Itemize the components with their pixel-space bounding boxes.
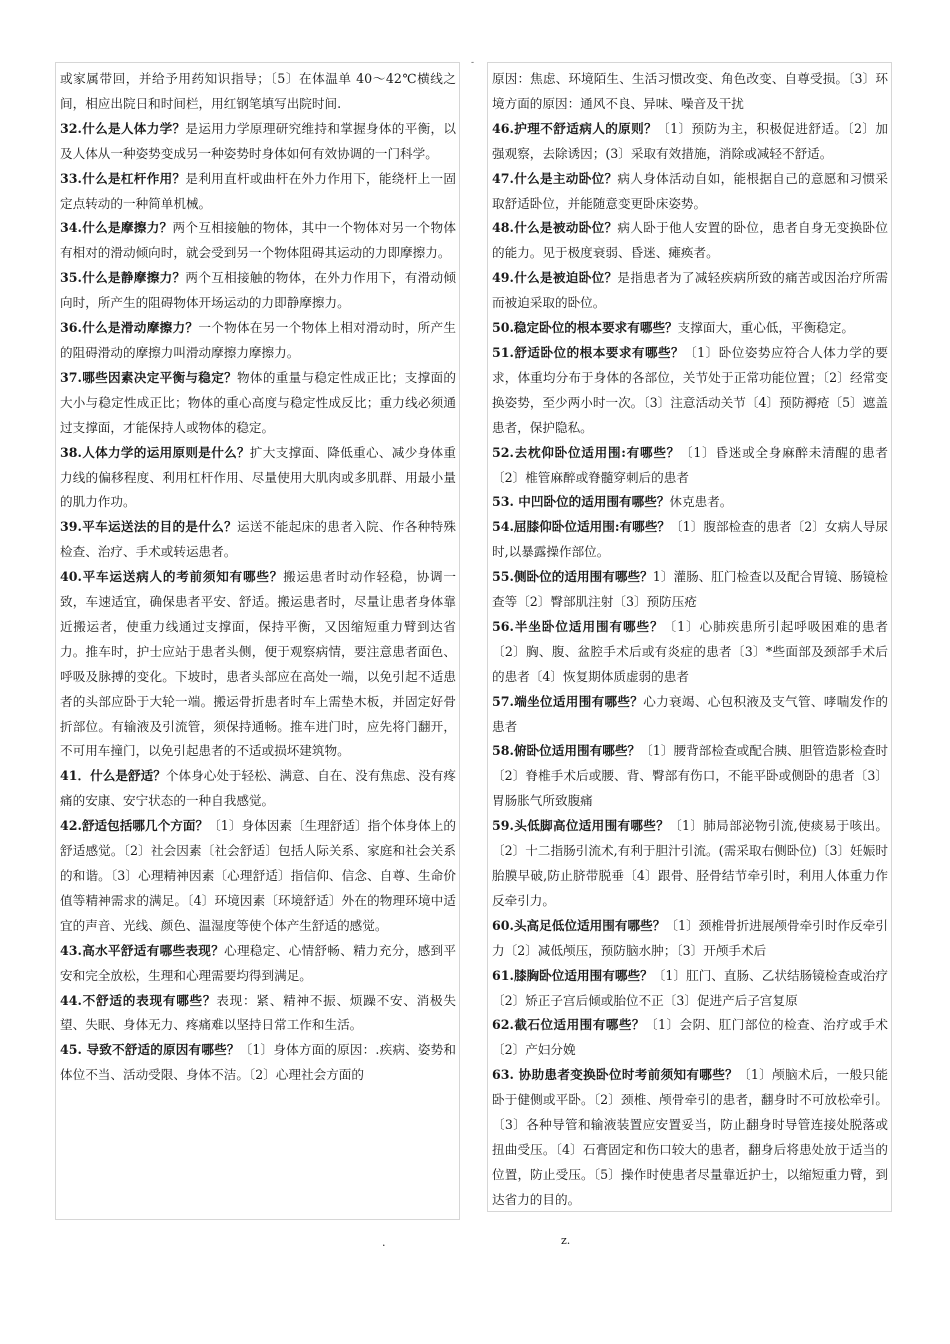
qa-entry bbox=[492, 515, 888, 565]
answer-text: 物体的重量与稳定性成正比；支撑面的大小与稳定性成正比；物体的重心高度与稳定性成反比；重力线必须通过支撑面，才能保持人或物体的稳定。 bbox=[60, 369, 456, 435]
answer-text: 〔1〕预防为主，积极促进舒适。〔2〕加强观察，去除诱因；(3〕采取有效措施，消除或减轻不舒适。 bbox=[492, 120, 888, 161]
question-text: 45. 导致不舒适的原因有哪些？ bbox=[60, 1042, 240, 1058]
qa-entry bbox=[492, 316, 888, 341]
answer-text: 是运用力学原理研究维持和掌握身体的平衡，以及人体从一种姿势变成另一种姿势时身体如何有效协调的一门科学。 bbox=[60, 120, 457, 161]
question-text: 33.什么是杠杆作用？ bbox=[60, 170, 186, 186]
answer-text: 个体身心处于轻松、满意、自在、没有焦虑、没有疼痛的安康、安宁状态的一种自我感觉。 bbox=[60, 768, 456, 809]
left-text-column bbox=[55, 62, 460, 1220]
answer-text: 1〕灌肠、肛门检查以及配合胃镜、肠镜检查等〔2〕臀部肌注射〔3〕预防压疮 bbox=[492, 569, 888, 610]
question-text: 35.什么是静摩擦力？ bbox=[60, 270, 186, 286]
answer-text: 两个互相接触的物体，其中一个物体对另一个物体有相对的滑动倾向时，就会受到另一个物体阻碍其运动的力即摩擦力。 bbox=[60, 220, 456, 261]
qa-entry bbox=[492, 67, 888, 117]
question-text: 34.什么是摩擦力？ bbox=[60, 220, 173, 236]
answer-text: 〔1〕腹部检查的患者〔2〕女病人导尿时,以暴露操作部位。 bbox=[492, 519, 889, 560]
right-text-column bbox=[487, 62, 892, 1212]
qa-entry bbox=[492, 914, 888, 964]
question-text: 53. 中凹卧位的适用围有哪些？ bbox=[492, 494, 670, 510]
question-text: 51.舒适卧位的根本要求有哪些？ bbox=[492, 344, 685, 360]
qa-entry bbox=[492, 441, 888, 491]
answer-text: 〔1〕卧位姿势应符合人体力学的要求，体重均分布于身体的各部位，关节处于正常功能位置；〔2〕经常变换姿势，至少两小时一次。〔3〕注意活动关节〔4〕预防褥疮〔5〕遮盖患者，保护隐私。 bbox=[492, 344, 888, 435]
qa-entry bbox=[492, 1013, 888, 1063]
question-text: 41．什么是舒适？ bbox=[60, 768, 166, 784]
qa-entry bbox=[60, 216, 456, 266]
answer-text: 搬运患者时动作轻稳，协调一致，车速适宜，确保患者平安、舒适。搬运患者时，尽量让患者身体靠近搬运者，使重力线通过支撑面，保持平衡，又因缩短重力臂到达省力。推车时，护士应站于患者头侧，便于观察病情，要注意患者面色、呼吸及脉搏的变化。下坡时，患者头部应在高处一端，以免引起不适患者的头部应卧于大轮一端。搬运骨折患者时车上需垫木板，并固定好骨折部位。有输液及引流管，须保持通畅。推车进门时，应先将门翻开，不可用车撞门，以免引起患者的不适或损坏建筑物。 bbox=[60, 569, 456, 759]
question-text: 62.截石位适用围有哪些？ bbox=[492, 1017, 645, 1033]
question-text: 44.不舒适的表现有哪些？ bbox=[60, 992, 217, 1008]
qa-entry bbox=[492, 216, 888, 266]
answer-text: 运送不能起床的患者入院、作各种特殊检查、治疗、手术或转运患者。 bbox=[60, 519, 456, 560]
answer-text: 〔1〕肛门、直肠、乙状结肠镜检查或治疗〔2〕矫正子宫后倾或胎位不正〔3〕促进产后子宫复原 bbox=[492, 967, 888, 1008]
qa-entry bbox=[492, 615, 888, 690]
question-text: 59.头低脚高位适用围有哪些？ bbox=[492, 818, 670, 834]
answer-text: 〔1〕肺局部泌物引流,使痰易于咳出。〔2〕十二指肠引流术,有利于胆汁引流。(需采取右侧卧位)〔3〕妊娠时胎膜早破,防止脐带脱垂〔4〕跟骨、胫骨结节牵引时，利用人体重力作反牵引力。 bbox=[492, 818, 888, 908]
qa-entry bbox=[492, 565, 888, 615]
question-text: 48.什么是被动卧位？ bbox=[492, 220, 618, 236]
top-marker: - bbox=[471, 58, 475, 68]
qa-entry bbox=[492, 117, 888, 167]
qa-entry bbox=[60, 939, 456, 989]
footer-left-mark: . bbox=[382, 1236, 386, 1249]
answer-text: 〔1〕颅脑术后，一般只能卧于健侧或平卧。〔2〕颈椎、颅骨牵引的患者，翻身时不可放松牵引。〔3〕各种导管和输液装置应安置妥当，防止翻身时导管连接处脱落或扭曲受压。〔4〕石膏固定和伤口较大的患者，翻身后将患处放于适当的位置，防止受压。〔5〕操作时使患者尽量靠近护士，以缩短重力臂，到达省力的目的。 bbox=[492, 1067, 888, 1207]
question-text: 40.平车运送病人的考前须知有哪些？ bbox=[60, 569, 284, 585]
question-text: 55.侧卧位的适用围有哪些？ bbox=[492, 569, 653, 585]
question-text: 46.护理不舒适病人的原则？ bbox=[492, 120, 658, 136]
answer-text: 原因：焦虑、环境陌生、生活习惯改变、角色改变、自尊受损。〔3〕环境方面的原因：通风不良、异味、噪音及干扰 bbox=[492, 71, 888, 111]
question-text: 60.头高足低位适用围有哪些？ bbox=[492, 917, 666, 933]
answer-text: 两个互相接触的物体，在外力作用下，有滑动倾向时，所产生的阻碍物体开场运动的力即静摩擦力。 bbox=[60, 270, 457, 311]
qa-entry bbox=[60, 764, 456, 814]
question-text: 61.膝胸卧位适用围有哪些？ bbox=[492, 967, 653, 983]
answer-text: 一个物体在另一个物体上相对滑动时，所产生的阻碍滑动的摩擦力叫滑动摩擦力摩擦力。 bbox=[60, 320, 456, 360]
answer-text: 表现：紧、精神不振、烦躁不安、消极失望、失眠、身体无力、疼痛难以坚持日常工作和生活。 bbox=[60, 992, 456, 1033]
qa-entry bbox=[60, 117, 456, 167]
qa-entry bbox=[492, 167, 888, 217]
answer-text: 支撑面大，重心低，平衡稳定。 bbox=[677, 320, 854, 336]
qa-entry bbox=[492, 1063, 888, 1212]
qa-entry bbox=[60, 316, 456, 366]
answer-text: 病人身体活动自如，能根据自己的意愿和习惯采取舒适卧位，并能随意变更卧床姿势。 bbox=[492, 170, 889, 211]
qa-entry bbox=[60, 565, 456, 764]
answer-text: 扩大支撑面、降低重心、减少身体重力线的偏移程度、利用杠杆作用、尽量使用大肌肉或多肌群、用最小量的肌力作功。 bbox=[60, 444, 456, 510]
question-text: 36.什么是滑动摩擦力？ bbox=[60, 320, 199, 336]
question-text: 58.俯卧位适用围有哪些？ bbox=[492, 743, 641, 759]
qa-entry bbox=[492, 690, 888, 740]
qa-entry bbox=[492, 341, 888, 441]
qa-entry bbox=[492, 490, 888, 515]
answer-text: 心力衰竭、心包积液及支气管、哮喘发作的患者 bbox=[492, 693, 888, 734]
question-text: 32.什么是人体力学？ bbox=[60, 120, 186, 136]
answer-text: 〔1〕心肺疾患所引起呼吸困难的患者〔2〕胸、腹、盆腔手术后或有炎症的患者〔3〕*些面部及颈部手术后的患者〔4〕恢复期体质虚弱的患者 bbox=[492, 618, 888, 684]
qa-entry bbox=[60, 515, 456, 565]
question-text: 63. 协助患者变换卧位时考前须知有哪些？ bbox=[492, 1067, 739, 1083]
qa-entry bbox=[492, 266, 888, 316]
qa-entry bbox=[492, 739, 888, 814]
question-text: 52.去枕仰卧位适用围:有哪些？ bbox=[492, 444, 681, 460]
answer-text: 是指患者为了减轻疾病所致的痛苦或因治疗所需而被迫采取的卧位。 bbox=[492, 270, 889, 311]
qa-entry bbox=[60, 814, 456, 939]
qa-entry bbox=[60, 167, 456, 217]
question-text: 50.稳定卧位的根本要求有哪些？ bbox=[492, 320, 678, 336]
answer-text: 〔1〕身体方面的原因：.疾病、姿势和体位不当、活动受限、身体不洁。〔2〕心理社会方面的 bbox=[60, 1042, 456, 1083]
answer-text: 是利用直杆或曲杆在外力作用下，能绕杆上一固定点转动的一种简单机械。 bbox=[60, 170, 457, 211]
qa-entry bbox=[60, 366, 456, 441]
answer-text: 〔1〕昏迷或全身麻醉未清醒的患者〔2〕椎管麻醉或脊髓穿刺后的患者 bbox=[492, 444, 888, 485]
question-text: 42.舒适包括哪几个方面？ bbox=[60, 818, 209, 834]
qa-entry bbox=[60, 441, 456, 516]
question-text: 39.平车运送法的目的是什么？ bbox=[60, 519, 238, 535]
qa-entry bbox=[60, 989, 456, 1039]
question-text: 49.什么是被迫卧位？ bbox=[492, 270, 618, 286]
answer-text: 〔1〕身体因素〔生理舒适〕指个体身体上的舒适感觉。〔2〕社会因素〔社会舒适〕包括人际关系、家庭和社会关系的和谐。〔3〕心理精神因素〔心理舒适〕指信仰、信念、自尊、生命价值等精神需求的满足。〔4〕环境因素〔环境舒适〕外在的物理环境中适宜的声音、光线、颜色、温湿度等使个体产生舒适的感觉。 bbox=[60, 818, 457, 933]
footer-page-mark: z. bbox=[561, 1234, 571, 1247]
question-text: 57.端坐位适用围有哪些？ bbox=[492, 693, 644, 709]
answer-text: 或家属带回，并给予用药知识指导；〔5〕在体温单 40～42℃横线之间，相应出院日和时间栏，用红钢笔填写出院时间. bbox=[60, 71, 456, 111]
question-text: 56.半坐卧位适用围有哪些？ bbox=[492, 618, 664, 634]
qa-entry bbox=[60, 1038, 456, 1088]
answer-text: 心理稳定、心情舒畅、精力充分，感到平安和完全放松，生理和心理需要均得到满足。 bbox=[60, 942, 456, 983]
qa-entry bbox=[492, 964, 888, 1014]
question-text: 54.屈膝仰卧位适用围:有哪些？ bbox=[492, 519, 671, 535]
answer-text: 〔1〕会阴、肛门部位的检查、治疗或手术〔2〕产妇分娩 bbox=[492, 1017, 888, 1058]
answer-text: 〔1〕腰背部检查或配合胰、胆管造影检查时〔2〕脊椎手术后或腰、背、臀部有伤口，不能平卧或侧卧的患者〔3〕胃肠胀气所致腹痛 bbox=[492, 743, 889, 809]
answer-text: 病人卧于他人安置的卧位，患者自身无变换卧位的能力。见于极度衰弱、昏迷、瘫痪者。 bbox=[492, 220, 889, 261]
qa-entry bbox=[60, 266, 456, 316]
question-text: 47.什么是主动卧位？ bbox=[492, 170, 618, 186]
question-text: 43.高水平舒适有哪些表现？ bbox=[60, 942, 225, 958]
question-text: 38.人体力学的运用原则是什么？ bbox=[60, 444, 250, 460]
qa-entry bbox=[492, 814, 888, 914]
answer-text: 〔1〕颈椎骨折进展颅骨牵引时作反牵引力〔2〕减低颅压，预防脑水肿；〔3〕开颅手术后 bbox=[492, 917, 888, 958]
answer-text: 休克患者。 bbox=[669, 494, 733, 510]
qa-entry bbox=[60, 67, 456, 117]
question-text: 37.哪些因素决定平衡与稳定？ bbox=[60, 369, 238, 385]
